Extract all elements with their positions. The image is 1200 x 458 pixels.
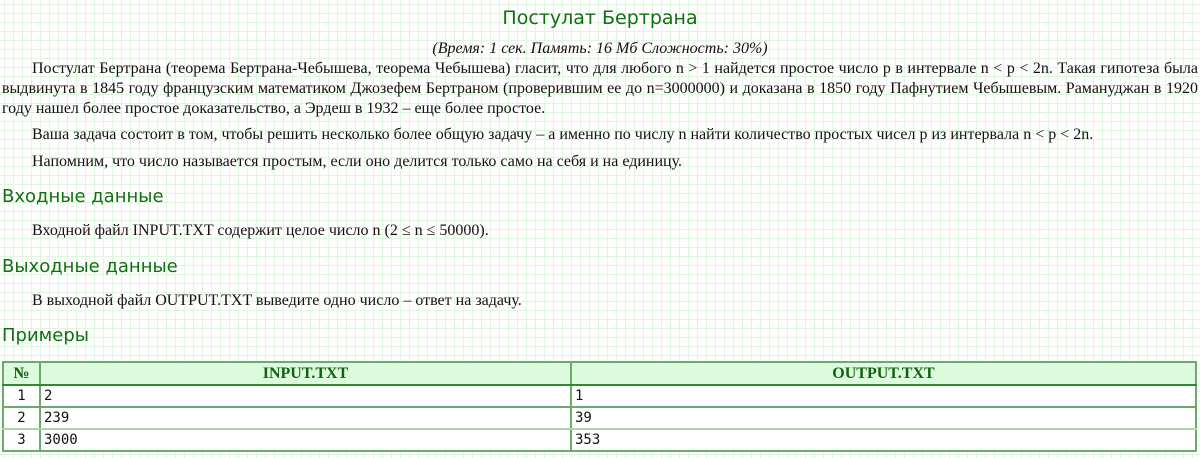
example-input: 2 (40, 385, 571, 407)
example-input: 3000 (40, 429, 571, 451)
table-row (3, 429, 1196, 451)
problem-task-paragraph: Ваша задача состоит в том, чтобы решить несколько более общую задачу – а именно по числу n найти количество простых чисел p из интервала n < p < 2n. (32, 126, 1094, 143)
example-output: 39 (571, 407, 1196, 429)
table-row (3, 385, 1196, 407)
example-number: 1 (3, 385, 40, 407)
examples-heading: Примеры (2, 325, 89, 346)
column-header-output: OUTPUT.TXT (571, 362, 1196, 385)
problem-statement-paragraph: Постулат Бертрана (теорема Бертрана-Чебышева, теорема Чебышева) гласит, что для любого n > 1 найдется простое число p в интервале n < p < 2n. Такая гипотеза была выдвинута в 1845 году французским математиком Джозефем Бертраном (проверившим ее до n=3000000) и доказана в 1850 году Пафнутием Чебышевым. Рамануджан в 1920 году нашел более простое доказательство, а Эрдеш в 1932 – еще более простое. (2, 60, 1198, 117)
example-output: 1 (571, 385, 1196, 407)
problem-limits: (Время: 1 сек. Память: 16 Мб Сложность: 30%) (432, 40, 768, 57)
example-number: 3 (3, 429, 40, 451)
output-section-heading: Выходные данные (2, 256, 178, 277)
column-header-input: INPUT.TXT (40, 362, 571, 385)
problem-title: Постулат Бертрана (502, 7, 698, 29)
examples-header-row (3, 362, 1196, 385)
input-section-text: Входной файл INPUT.TXT содержит целое число n (2 ≤ n ≤ 50000). (32, 222, 489, 239)
examples-table (2, 361, 1197, 452)
example-input: 239 (40, 407, 571, 429)
example-output: 353 (571, 429, 1196, 451)
input-section-heading: Входные данные (2, 186, 164, 207)
column-header-number: № (3, 362, 40, 385)
example-number: 2 (3, 407, 40, 429)
problem-note-paragraph: Напомним, что число называется простым, если оно делится только само на себя и на единицу. (32, 153, 683, 170)
table-row (3, 407, 1196, 429)
output-section-text: В выходной файл OUTPUT.TXT выведите одно число – ответ на задачу. (32, 292, 522, 309)
